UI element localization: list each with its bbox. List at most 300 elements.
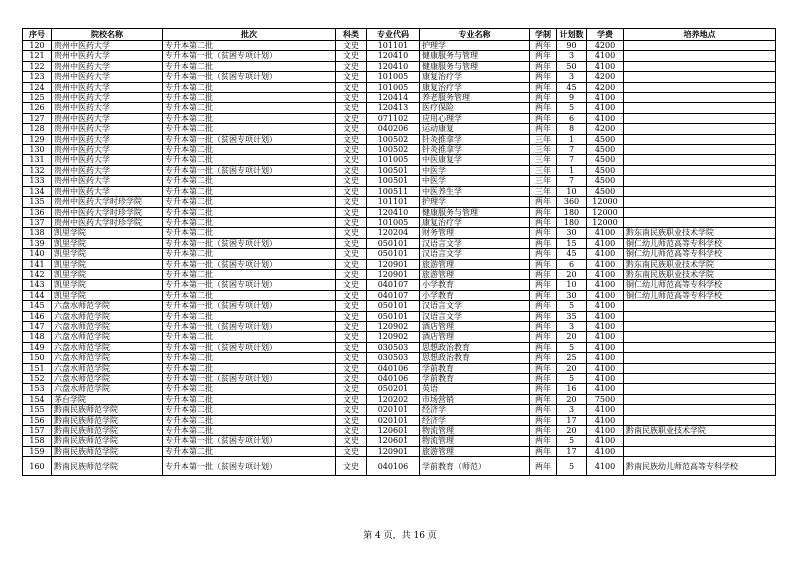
table-row bbox=[23, 82, 776, 92]
column-header: 学制 bbox=[530, 29, 557, 41]
major-name-cell: 小学教育 bbox=[420, 280, 530, 290]
duration-cell: 三年 bbox=[530, 134, 557, 144]
major-code-cell: 050101 bbox=[367, 301, 420, 311]
subject-type-cell: 文史 bbox=[336, 280, 367, 290]
training-site-cell bbox=[624, 415, 776, 425]
major-code-cell: 120601 bbox=[367, 436, 420, 446]
duration-cell: 两年 bbox=[530, 217, 557, 227]
table-row bbox=[23, 269, 776, 279]
plan-count-cell: 90 bbox=[557, 41, 587, 51]
tuition-cell: 4100 bbox=[587, 446, 624, 456]
plan-count-cell: 17 bbox=[557, 446, 587, 456]
major-code-cell: 040107 bbox=[367, 290, 420, 300]
tuition-cell: 4500 bbox=[587, 145, 624, 155]
training-site-cell bbox=[624, 165, 776, 175]
training-site-cell bbox=[624, 51, 776, 61]
table-row bbox=[23, 363, 776, 373]
school-name-cell: 六盘水师范学院 bbox=[52, 342, 163, 352]
major-name-cell: 健康服务与管理 bbox=[420, 61, 530, 71]
tuition-cell: 4200 bbox=[587, 72, 624, 82]
batch-cell: 专升本第二批 bbox=[163, 124, 336, 134]
table-row bbox=[23, 311, 776, 321]
table-row bbox=[23, 353, 776, 363]
plan-count-cell: 5 bbox=[557, 301, 587, 311]
tuition-cell: 4100 bbox=[587, 436, 624, 446]
tuition-cell: 4500 bbox=[587, 165, 624, 175]
major-name-cell: 汉语言文学 bbox=[420, 249, 530, 259]
training-site-cell bbox=[624, 134, 776, 144]
batch-cell: 专升本第二批 bbox=[163, 353, 336, 363]
major-name-cell: 康复治疗学 bbox=[420, 217, 530, 227]
subject-type-cell: 文史 bbox=[336, 249, 367, 259]
major-name-cell: 汉语言文学 bbox=[420, 301, 530, 311]
tuition-cell: 4100 bbox=[587, 280, 624, 290]
tuition-cell: 4500 bbox=[587, 186, 624, 196]
major-code-cell: 100502 bbox=[367, 134, 420, 144]
major-code-cell: 050101 bbox=[367, 311, 420, 321]
table-row bbox=[23, 426, 776, 436]
duration-cell: 两年 bbox=[530, 415, 557, 425]
plan-count-cell: 30 bbox=[557, 290, 587, 300]
major-name-cell: 汉语言文学 bbox=[420, 311, 530, 321]
training-site-cell bbox=[624, 301, 776, 311]
subject-type-cell: 文史 bbox=[336, 269, 367, 279]
major-code-cell: 120410 bbox=[367, 51, 420, 61]
table-row bbox=[23, 280, 776, 290]
batch-cell: 专升本第一批（贫困专项计划） bbox=[163, 165, 336, 175]
training-site-cell bbox=[624, 436, 776, 446]
training-site-cell: 黔东南民族职业技术学院 bbox=[624, 259, 776, 269]
major-code-cell: 120413 bbox=[367, 103, 420, 113]
duration-cell: 两年 bbox=[530, 228, 557, 238]
batch-cell: 专升本第二批 bbox=[163, 145, 336, 155]
training-site-cell bbox=[624, 353, 776, 363]
major-name-cell: 健康服务与管理 bbox=[420, 207, 530, 217]
tuition-cell: 4100 bbox=[587, 259, 624, 269]
training-site-cell bbox=[624, 61, 776, 71]
plan-count-cell: 25 bbox=[557, 353, 587, 363]
training-site-cell bbox=[624, 124, 776, 134]
major-name-cell: 学前教育 bbox=[420, 374, 530, 384]
major-name-cell: 针灸推拿学 bbox=[420, 145, 530, 155]
row-number-cell: 143 bbox=[23, 280, 52, 290]
plan-count-cell: 6 bbox=[557, 259, 587, 269]
row-number-cell: 123 bbox=[23, 72, 52, 82]
batch-cell: 专升本第一批（贫困专项计划） bbox=[163, 321, 336, 331]
subject-type-cell: 文史 bbox=[336, 321, 367, 331]
duration-cell: 两年 bbox=[530, 61, 557, 71]
major-name-cell: 旅游管理 bbox=[420, 269, 530, 279]
plan-count-cell: 9 bbox=[557, 93, 587, 103]
subject-type-cell: 文史 bbox=[336, 61, 367, 71]
school-name-cell: 贵州中医药大学 bbox=[52, 113, 163, 123]
training-site-cell bbox=[624, 103, 776, 113]
major-code-cell: 120410 bbox=[367, 207, 420, 217]
training-site-cell bbox=[624, 405, 776, 415]
major-name-cell: 小学教育 bbox=[420, 290, 530, 300]
table-row bbox=[23, 332, 776, 342]
column-header: 专业代码 bbox=[367, 29, 420, 41]
major-name-cell: 学前教育（师范） bbox=[420, 457, 530, 476]
major-code-cell: 100511 bbox=[367, 186, 420, 196]
batch-cell: 专升本第二批 bbox=[163, 384, 336, 394]
major-code-cell: 101005 bbox=[367, 155, 420, 165]
subject-type-cell: 文史 bbox=[336, 165, 367, 175]
duration-cell: 两年 bbox=[530, 51, 557, 61]
batch-cell: 专升本第二批 bbox=[163, 197, 336, 207]
tuition-cell: 4100 bbox=[587, 249, 624, 259]
row-number-cell: 127 bbox=[23, 113, 52, 123]
batch-cell: 专升本第一批（贫困专项计划） bbox=[163, 51, 336, 61]
row-number-cell: 121 bbox=[23, 51, 52, 61]
major-name-cell: 学前教育 bbox=[420, 363, 530, 373]
duration-cell: 两年 bbox=[530, 207, 557, 217]
subject-type-cell: 文史 bbox=[336, 290, 367, 300]
plan-count-cell: 7 bbox=[557, 145, 587, 155]
training-site-cell bbox=[624, 93, 776, 103]
school-name-cell: 贵州中医药大学 bbox=[52, 93, 163, 103]
major-code-cell: 120902 bbox=[367, 321, 420, 331]
school-name-cell: 贵州中医药大学 bbox=[52, 51, 163, 61]
duration-cell: 两年 bbox=[530, 72, 557, 82]
subject-type-cell: 文史 bbox=[336, 155, 367, 165]
duration-cell: 两年 bbox=[530, 269, 557, 279]
subject-type-cell: 文史 bbox=[336, 374, 367, 384]
batch-cell: 专升本第二批 bbox=[163, 405, 336, 415]
subject-type-cell: 文史 bbox=[336, 134, 367, 144]
plan-count-cell: 20 bbox=[557, 269, 587, 279]
duration-cell: 两年 bbox=[530, 259, 557, 269]
table-row bbox=[23, 93, 776, 103]
row-number-cell: 147 bbox=[23, 321, 52, 331]
training-site-cell bbox=[624, 82, 776, 92]
tuition-cell: 4100 bbox=[587, 113, 624, 123]
school-name-cell: 六盘水师范学院 bbox=[52, 374, 163, 384]
table-header-row bbox=[23, 29, 776, 41]
row-number-cell: 134 bbox=[23, 186, 52, 196]
batch-cell: 专升本第二批 bbox=[163, 41, 336, 51]
subject-type-cell: 文史 bbox=[336, 394, 367, 404]
major-code-cell: 120902 bbox=[367, 332, 420, 342]
batch-cell: 专升本第一批（贫困专项计划） bbox=[163, 436, 336, 446]
duration-cell: 两年 bbox=[530, 426, 557, 436]
school-name-cell: 黔南民族师范学院 bbox=[52, 415, 163, 425]
plan-count-cell: 10 bbox=[557, 186, 587, 196]
table-row bbox=[23, 394, 776, 404]
tuition-cell: 4100 bbox=[587, 363, 624, 373]
school-name-cell: 凯里学院 bbox=[52, 238, 163, 248]
plan-count-cell: 8 bbox=[557, 124, 587, 134]
training-site-cell bbox=[624, 217, 776, 227]
table-row bbox=[23, 374, 776, 384]
table-row bbox=[23, 176, 776, 186]
row-number-cell: 126 bbox=[23, 103, 52, 113]
major-name-cell: 酒店管理 bbox=[420, 332, 530, 342]
duration-cell: 两年 bbox=[530, 301, 557, 311]
training-site-cell: 黔南民族职业技术学院 bbox=[624, 426, 776, 436]
row-number-cell: 131 bbox=[23, 155, 52, 165]
subject-type-cell: 文史 bbox=[336, 176, 367, 186]
tuition-cell: 4200 bbox=[587, 124, 624, 134]
row-number-cell: 137 bbox=[23, 217, 52, 227]
column-header: 计划数 bbox=[557, 29, 587, 41]
table-row bbox=[23, 72, 776, 82]
row-number-cell: 124 bbox=[23, 82, 52, 92]
row-number-cell: 156 bbox=[23, 415, 52, 425]
batch-cell: 专升本第一批（贫困专项计划） bbox=[163, 374, 336, 384]
table-row bbox=[23, 155, 776, 165]
subject-type-cell: 文史 bbox=[336, 186, 367, 196]
major-name-cell: 中医康复学 bbox=[420, 155, 530, 165]
plan-count-cell: 15 bbox=[557, 238, 587, 248]
subject-type-cell: 文史 bbox=[336, 207, 367, 217]
tuition-cell: 12000 bbox=[587, 197, 624, 207]
training-site-cell: 铜仁幼儿师范高等专科学校 bbox=[624, 238, 776, 248]
duration-cell: 两年 bbox=[530, 124, 557, 134]
plan-count-cell: 1 bbox=[557, 165, 587, 175]
column-header: 培养地点 bbox=[624, 29, 776, 41]
major-code-cell: 050101 bbox=[367, 249, 420, 259]
plan-count-cell: 20 bbox=[557, 332, 587, 342]
school-name-cell: 凯里学院 bbox=[52, 228, 163, 238]
table-row bbox=[23, 415, 776, 425]
major-name-cell: 酒店管理 bbox=[420, 321, 530, 331]
row-number-cell: 132 bbox=[23, 165, 52, 175]
row-number-cell: 145 bbox=[23, 301, 52, 311]
table-row bbox=[23, 113, 776, 123]
major-name-cell: 中医学 bbox=[420, 165, 530, 175]
subject-type-cell: 文史 bbox=[336, 311, 367, 321]
row-number-cell: 141 bbox=[23, 259, 52, 269]
major-name-cell: 健康服务与管理 bbox=[420, 51, 530, 61]
row-number-cell: 150 bbox=[23, 353, 52, 363]
column-header: 专业名称 bbox=[420, 29, 530, 41]
major-name-cell: 中医学 bbox=[420, 176, 530, 186]
duration-cell: 两年 bbox=[530, 363, 557, 373]
training-site-cell bbox=[624, 363, 776, 373]
tuition-cell: 4100 bbox=[587, 457, 624, 476]
subject-type-cell: 文史 bbox=[336, 41, 367, 51]
row-number-cell: 140 bbox=[23, 249, 52, 259]
plan-count-cell: 180 bbox=[557, 207, 587, 217]
training-site-cell: 黔东南民族职业技术学院 bbox=[624, 228, 776, 238]
row-number-cell: 155 bbox=[23, 405, 52, 415]
batch-cell: 专升本第二批 bbox=[163, 311, 336, 321]
duration-cell: 两年 bbox=[530, 321, 557, 331]
major-name-cell: 康复治疗学 bbox=[420, 82, 530, 92]
subject-type-cell: 文史 bbox=[336, 82, 367, 92]
training-site-cell bbox=[624, 41, 776, 51]
school-name-cell: 六盘水师范学院 bbox=[52, 353, 163, 363]
major-code-cell: 120901 bbox=[367, 446, 420, 456]
plan-count-cell: 10 bbox=[557, 280, 587, 290]
subject-type-cell: 文史 bbox=[336, 426, 367, 436]
school-name-cell: 六盘水师范学院 bbox=[52, 332, 163, 342]
table-row bbox=[23, 259, 776, 269]
major-name-cell: 思想政治教育 bbox=[420, 353, 530, 363]
plan-count-cell: 1 bbox=[557, 134, 587, 144]
school-name-cell: 贵州中医药大学 bbox=[52, 134, 163, 144]
plan-count-cell: 17 bbox=[557, 415, 587, 425]
row-number-cell: 154 bbox=[23, 394, 52, 404]
duration-cell: 两年 bbox=[530, 290, 557, 300]
plan-count-cell: 20 bbox=[557, 426, 587, 436]
training-site-cell bbox=[624, 394, 776, 404]
duration-cell: 两年 bbox=[530, 82, 557, 92]
table-body bbox=[23, 41, 776, 476]
training-site-cell bbox=[624, 342, 776, 352]
major-code-cell: 120901 bbox=[367, 269, 420, 279]
batch-cell: 专升本第二批 bbox=[163, 113, 336, 123]
school-name-cell: 贵州中医药大学 bbox=[52, 41, 163, 51]
column-header: 院校名称 bbox=[52, 29, 163, 41]
subject-type-cell: 文史 bbox=[336, 436, 367, 446]
plan-count-cell: 3 bbox=[557, 51, 587, 61]
training-site-cell bbox=[624, 321, 776, 331]
row-number-cell: 139 bbox=[23, 238, 52, 248]
batch-cell: 专升本第二批 bbox=[163, 269, 336, 279]
batch-cell: 专升本第二批 bbox=[163, 207, 336, 217]
training-site-cell: 铜仁幼儿师范高等专科学校 bbox=[624, 280, 776, 290]
tuition-cell: 4500 bbox=[587, 155, 624, 165]
duration-cell: 三年 bbox=[530, 155, 557, 165]
subject-type-cell: 文史 bbox=[336, 332, 367, 342]
row-number-cell: 151 bbox=[23, 363, 52, 373]
major-code-cell: 120901 bbox=[367, 259, 420, 269]
major-name-cell: 经济学 bbox=[420, 405, 530, 415]
tuition-cell: 4100 bbox=[587, 321, 624, 331]
table-row bbox=[23, 342, 776, 352]
school-name-cell: 六盘水师范学院 bbox=[52, 384, 163, 394]
major-code-cell: 040107 bbox=[367, 280, 420, 290]
duration-cell: 两年 bbox=[530, 249, 557, 259]
major-name-cell: 康复治疗学 bbox=[420, 72, 530, 82]
plan-count-cell: 50 bbox=[557, 61, 587, 71]
major-code-cell: 101101 bbox=[367, 41, 420, 51]
subject-type-cell: 文史 bbox=[336, 103, 367, 113]
row-number-cell: 128 bbox=[23, 124, 52, 134]
major-name-cell: 养老服务管理 bbox=[420, 93, 530, 103]
major-name-cell: 汉语言文学 bbox=[420, 238, 530, 248]
batch-cell: 专升本第二批 bbox=[163, 228, 336, 238]
tuition-cell: 4100 bbox=[587, 103, 624, 113]
major-code-cell: 020101 bbox=[367, 415, 420, 425]
subject-type-cell: 文史 bbox=[336, 124, 367, 134]
major-name-cell: 思想政治教育 bbox=[420, 342, 530, 352]
major-name-cell: 中医养生学 bbox=[420, 186, 530, 196]
subject-type-cell: 文史 bbox=[336, 384, 367, 394]
major-code-cell: 020101 bbox=[367, 405, 420, 415]
plan-count-cell: 7 bbox=[557, 176, 587, 186]
batch-cell: 专升本第二批 bbox=[163, 103, 336, 113]
major-code-cell: 030503 bbox=[367, 353, 420, 363]
batch-cell: 专升本第二批 bbox=[163, 61, 336, 71]
plan-count-cell: 180 bbox=[557, 217, 587, 227]
row-number-cell: 135 bbox=[23, 197, 52, 207]
row-number-cell: 148 bbox=[23, 332, 52, 342]
duration-cell: 两年 bbox=[530, 436, 557, 446]
subject-type-cell: 文史 bbox=[336, 259, 367, 269]
plan-count-cell: 7 bbox=[557, 155, 587, 165]
major-name-cell: 经济学 bbox=[420, 415, 530, 425]
school-name-cell: 凯里学院 bbox=[52, 249, 163, 259]
table-row bbox=[23, 228, 776, 238]
major-code-cell: 101005 bbox=[367, 72, 420, 82]
training-site-cell bbox=[624, 155, 776, 165]
school-name-cell: 贵州中医药大学 bbox=[52, 103, 163, 113]
school-name-cell: 六盘水师范学院 bbox=[52, 311, 163, 321]
school-name-cell: 贵州中医药大学 bbox=[52, 176, 163, 186]
subject-type-cell: 文史 bbox=[336, 113, 367, 123]
batch-cell: 专升本第二批 bbox=[163, 415, 336, 425]
table-row bbox=[23, 197, 776, 207]
column-header: 序号 bbox=[23, 29, 52, 41]
batch-cell: 专升本第一批（贫困专项计划） bbox=[163, 280, 336, 290]
school-name-cell: 贵州中医药大学 bbox=[52, 61, 163, 71]
plan-count-cell: 5 bbox=[557, 374, 587, 384]
school-name-cell: 贵州中医药大学 bbox=[52, 165, 163, 175]
row-number-cell: 152 bbox=[23, 374, 52, 384]
batch-cell: 专升本第一批（贫困专项计划） bbox=[163, 342, 336, 352]
duration-cell: 两年 bbox=[530, 394, 557, 404]
school-name-cell: 黔南民族师范学院 bbox=[52, 446, 163, 456]
tuition-cell: 4100 bbox=[587, 353, 624, 363]
plan-count-cell: 45 bbox=[557, 249, 587, 259]
school-name-cell: 六盘水师范学院 bbox=[52, 321, 163, 331]
table-row bbox=[23, 51, 776, 61]
duration-cell: 两年 bbox=[530, 93, 557, 103]
training-site-cell bbox=[624, 72, 776, 82]
row-number-cell: 149 bbox=[23, 342, 52, 352]
training-site-cell bbox=[624, 332, 776, 342]
table-row bbox=[23, 405, 776, 415]
table-row bbox=[23, 207, 776, 217]
major-code-cell: 050101 bbox=[367, 238, 420, 248]
duration-cell: 两年 bbox=[530, 446, 557, 456]
tuition-cell: 7500 bbox=[587, 394, 624, 404]
tuition-cell: 4500 bbox=[587, 134, 624, 144]
school-name-cell: 黔南民族师范学院 bbox=[52, 457, 163, 476]
plan-count-cell: 5 bbox=[557, 103, 587, 113]
subject-type-cell: 文史 bbox=[336, 301, 367, 311]
training-site-cell bbox=[624, 113, 776, 123]
plan-count-cell: 20 bbox=[557, 363, 587, 373]
row-number-cell: 122 bbox=[23, 61, 52, 71]
subject-type-cell: 文史 bbox=[336, 238, 367, 248]
training-site-cell: 黔南民族幼儿师范高等专科学校 bbox=[624, 457, 776, 476]
school-name-cell: 贵州中医药大学 bbox=[52, 155, 163, 165]
batch-cell: 专升本第一批（贫困专项计划） bbox=[163, 259, 336, 269]
tuition-cell: 4500 bbox=[587, 176, 624, 186]
duration-cell: 两年 bbox=[530, 457, 557, 476]
batch-cell: 专升本第二批 bbox=[163, 363, 336, 373]
tuition-cell: 4100 bbox=[587, 238, 624, 248]
batch-cell: 专升本第二批 bbox=[163, 446, 336, 456]
subject-type-cell: 文史 bbox=[336, 342, 367, 352]
column-header: 科类 bbox=[336, 29, 367, 41]
major-code-cell: 040206 bbox=[367, 124, 420, 134]
batch-cell: 专升本第一批（贫困专项计划） bbox=[163, 72, 336, 82]
major-code-cell: 100502 bbox=[367, 145, 420, 155]
plan-count-cell: 45 bbox=[557, 82, 587, 92]
batch-cell: 专升本第二批 bbox=[163, 93, 336, 103]
school-name-cell: 贵州中医药大学 bbox=[52, 72, 163, 82]
row-number-cell: 136 bbox=[23, 207, 52, 217]
tuition-cell: 4200 bbox=[587, 41, 624, 51]
duration-cell: 三年 bbox=[530, 186, 557, 196]
tuition-cell: 4100 bbox=[587, 342, 624, 352]
batch-cell: 专升本第一批（贫困专项计划） bbox=[163, 238, 336, 248]
